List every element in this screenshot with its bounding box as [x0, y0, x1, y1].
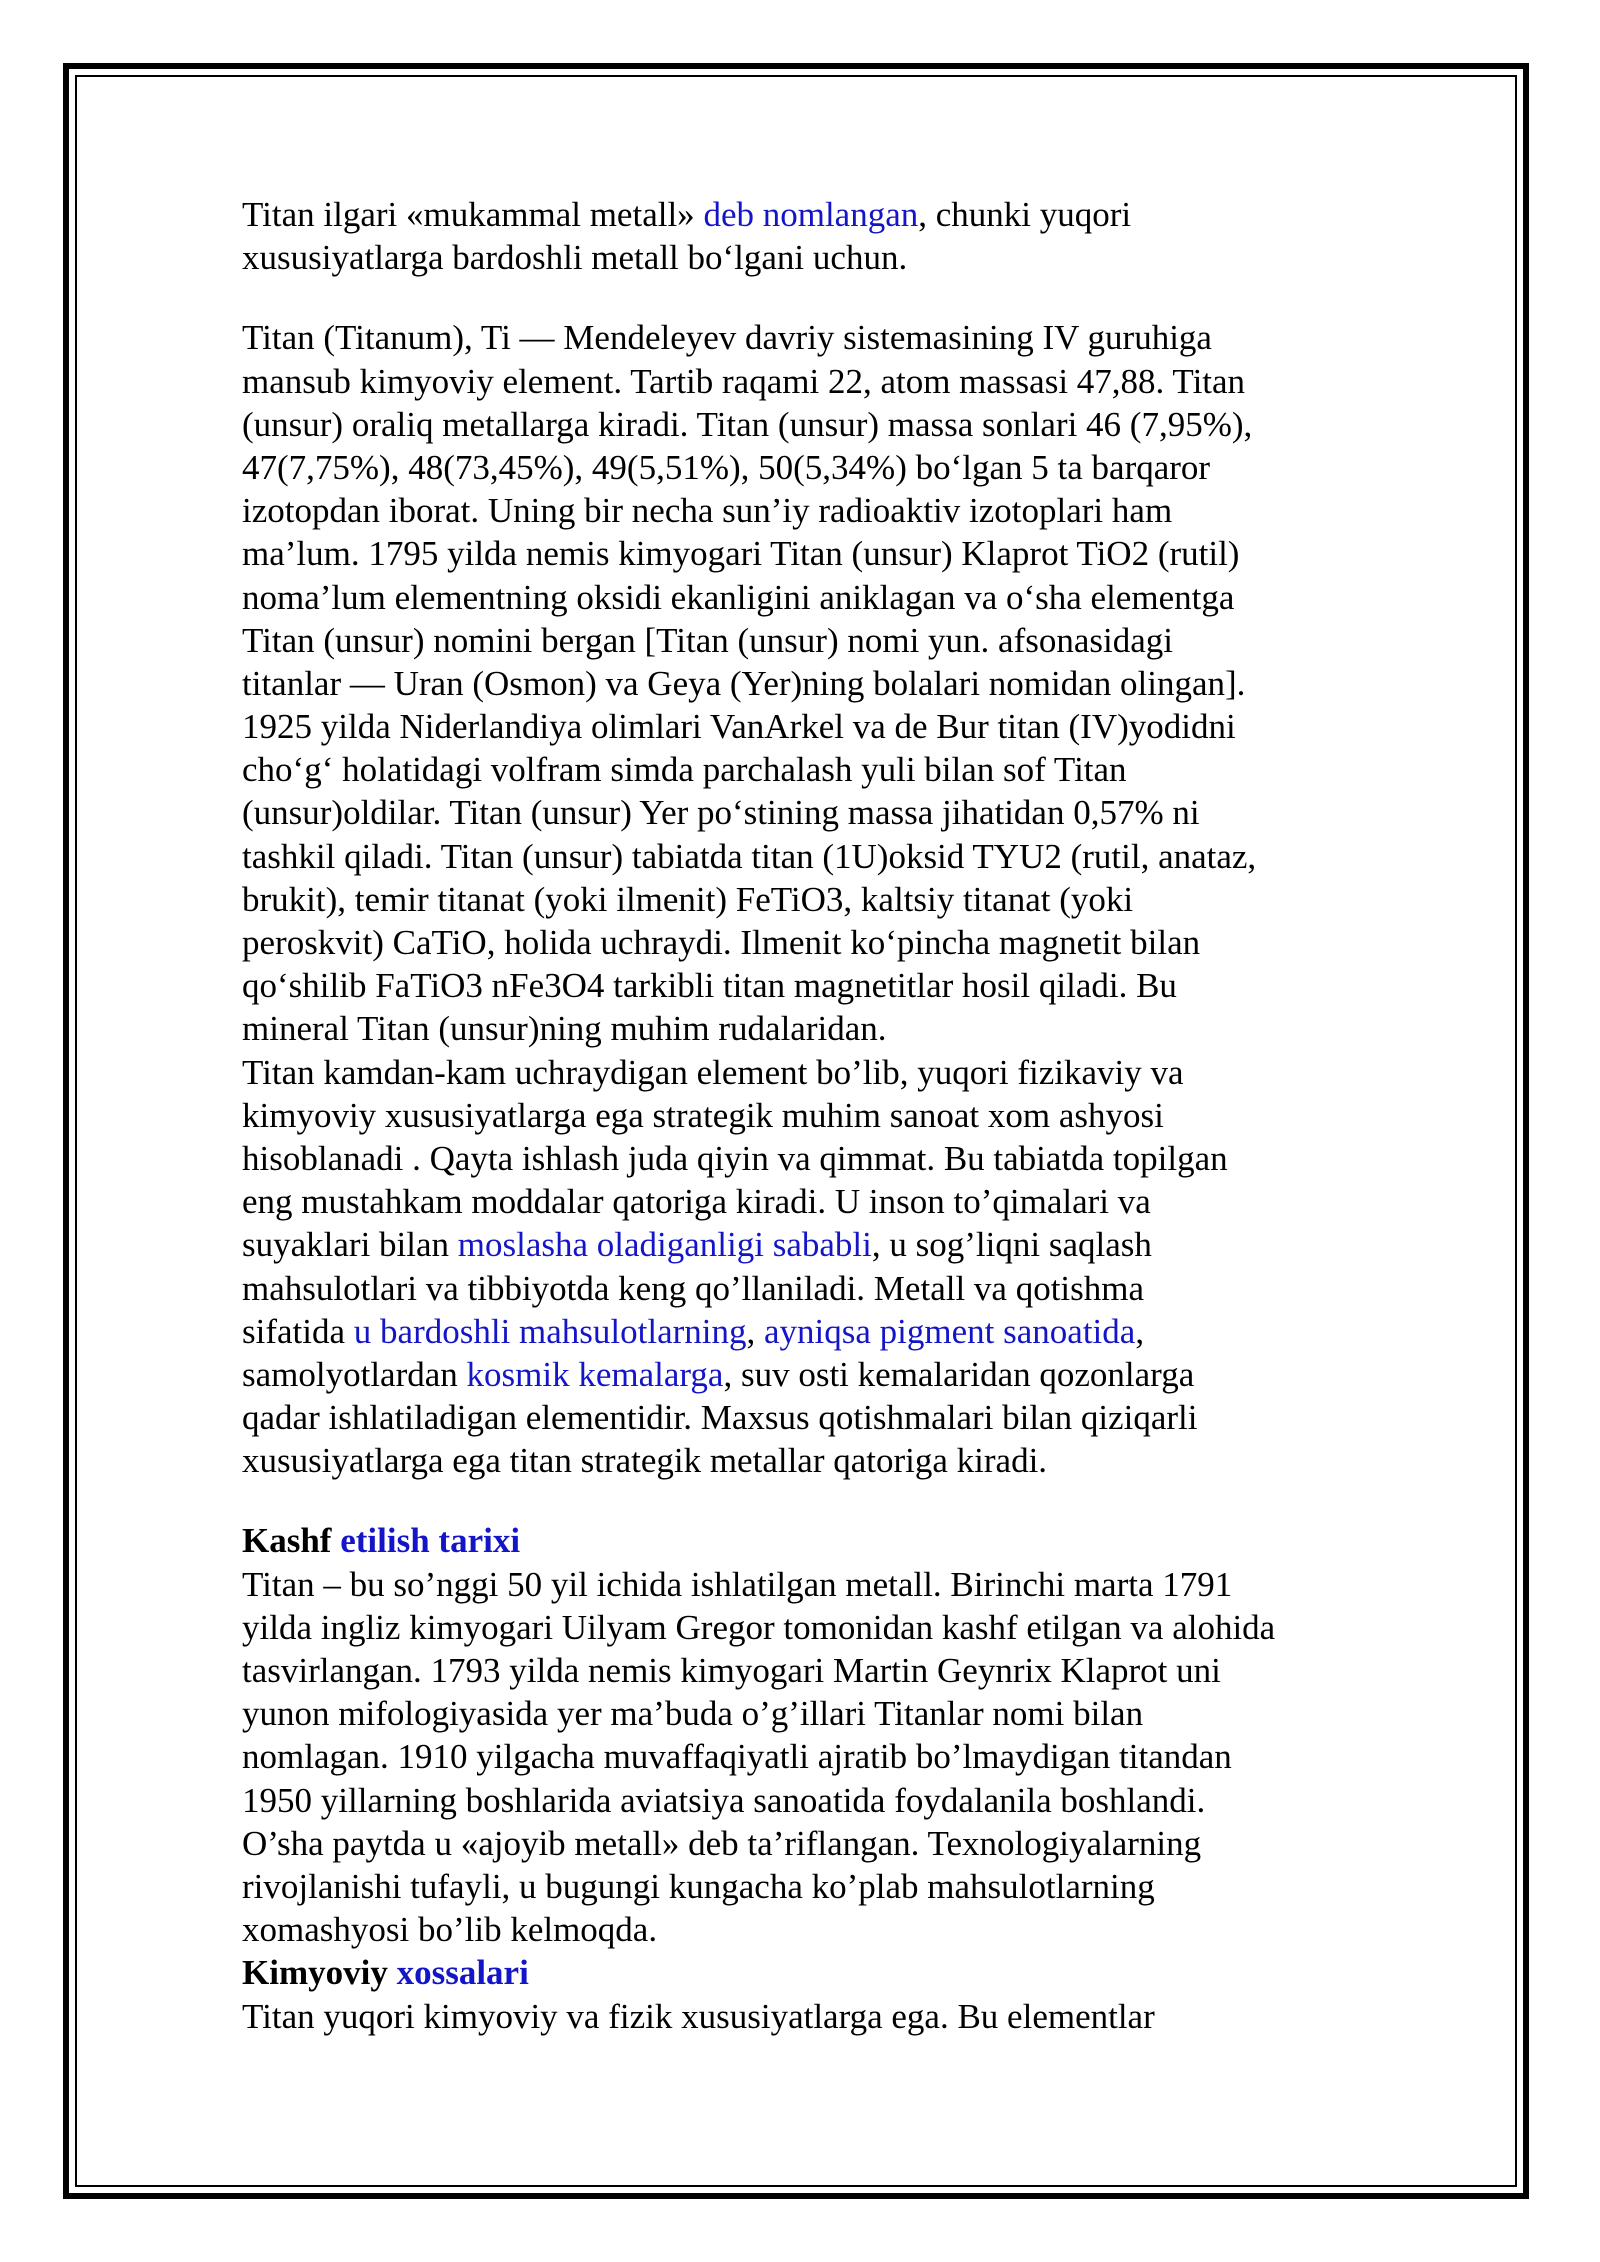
text-line: mahsulotlari va tibbiyotda keng qo’llaniladi. Metall va qotishma: [242, 1268, 1145, 1308]
text-run: suyaklari bilan: [242, 1225, 458, 1265]
text-line: Titan (unsur) nomini bergan [Titan (unsur) nomi yun. afsonasidagi: [242, 620, 1174, 660]
text-run: , u sog’liqni saqlash: [871, 1225, 1152, 1265]
text-line: izotopdan iborat. Uning bir necha sun’iy radioaktiv izotoplari ham: [242, 491, 1173, 531]
section-heading: [242, 1951, 1367, 1994]
text-run: , chunki yuqori: [918, 195, 1132, 234]
text-line: xomashyosi bo’lib kelmoqda.: [242, 1910, 658, 1950]
text-line: qo‘shilib FaTiO3 nFe3O4 tarkibli titan magnetitlar hosil qiladi. Bu: [242, 966, 1177, 1006]
section-chemical-properties: [242, 1951, 1367, 2037]
text-run: , suv osti kemalaridan qozonlarga: [723, 1354, 1195, 1394]
text-line: cho‘g‘ holatidagi volfram simda parchalash yuli bilan sof Titan: [242, 750, 1127, 790]
text-line: O’sha paytda u «ajoyib metall» deb ta’riflangan. Texnologiyalarning: [242, 1823, 1202, 1863]
text-line: nomlagan. 1910 yilgacha muvaffaqiyatli ajratib bo’lmaydigan titandan: [242, 1737, 1232, 1777]
heading-hyperlink[interactable]: etilish tarixi: [340, 1521, 521, 1561]
text-run: samolyotlardan: [242, 1354, 467, 1394]
text-line: 1950 yillarning boshlarida aviatsiya sanoatida foydalanila boshlandi.: [242, 1780, 1206, 1820]
text-line: titanlar — Uran (Osmon) va Geya (Yer)ning bolalari nomidan olingan].: [242, 663, 1246, 703]
paragraph-description: [242, 316, 1367, 1482]
text-run: sifatida: [242, 1311, 354, 1351]
paragraph-spacer: [242, 279, 1367, 316]
text-line: mineral Titan (unsur)ning muhim rudalaridan.: [242, 1009, 887, 1049]
text-line: [242, 193, 1367, 236]
text-line: brukit), temir titanat (yoki ilmenit) FeTiO3, kaltsiy titanat (yoki: [242, 879, 1134, 919]
text-run: ,: [1135, 1311, 1145, 1351]
text-line: yilda ingliz kimyogari Uilyam Gregor tomonidan kashf etilgan va alohida: [242, 1607, 1276, 1647]
text-line: tashkil qiladi. Titan (unsur) tabiatda titan (1U)oksid TYU2 (rutil, anataz,: [242, 836, 1257, 876]
text-line: rivojlanishi tufayli, u bugungi kungacha ko’plab mahsulotlarning: [242, 1866, 1155, 1906]
text-line: Titan yuqori kimyoviy va fizik xususiyatlarga ega. Bu elementlar: [242, 1996, 1155, 2036]
document-body: [242, 193, 1367, 2038]
text-line: xususiyatlarga bardoshli metall bo‘lgani uchun.: [242, 238, 908, 278]
hyperlink[interactable]: u bardoshli mahsulotlarning: [353, 1311, 747, 1351]
hyperlink[interactable]: deb nomlangan: [703, 195, 919, 234]
text-line: [242, 1310, 1367, 1353]
text-line: (unsur)oldilar. Titan (unsur) Yer po‘stining massa jihatidan 0,57% ni: [242, 793, 1200, 833]
heading-text: Kimyoviy: [242, 1953, 397, 1993]
text-line: eng mustahkam moddalar qatoriga kiradi. U inson to’qimalari va: [242, 1182, 1151, 1222]
text-line: kimyoviy xususiyatlarga ega strategik muhim sanoat xom ashyosi: [242, 1095, 1164, 1135]
hyperlink[interactable]: moslasha oladiganligi sababli: [457, 1225, 872, 1265]
text-line: peroskvit) CaTiO, holida uchraydi. Ilmenit ko‘pincha magnetit bilan: [242, 923, 1201, 962]
text-line: ma’lum. 1795 yilda nemis kimyogari Titan (unsur) Klaprot TiO2 (rutil): [242, 534, 1240, 574]
text-line: 1925 yilda Niderlandiya olimlari VanArkel va de Bur titan (IV)yodidni: [242, 707, 1236, 747]
text-line: hisoblanadi . Qayta ishlash juda qiyin va qimmat. Bu tabiatda topilgan: [242, 1138, 1228, 1178]
text-line: [242, 1223, 1367, 1266]
text-line: Titan – bu so’nggi 50 yil ichida ishlatilgan metall. Birinchi marta 1791: [242, 1564, 1233, 1604]
text-line: qadar ishlatiladigan elementidir. Maxsus qotishmalari bilan qiziqarli: [242, 1398, 1198, 1438]
text-line: yunon mifologiyasida yer ma’buda o’g’illari Titanlar nomi bilan: [242, 1694, 1144, 1734]
text-line: tasvirlangan. 1793 yilda nemis kimyogari Martin Geynrix Klaprot uni: [242, 1651, 1221, 1690]
paragraph-spacer: [242, 1482, 1367, 1519]
paragraph-intro: [242, 193, 1367, 279]
text-run: Titan ilgari «mukammal metall»: [242, 195, 704, 234]
text-line: mansub kimyoviy element. Tartib raqami 22, atom massasi 47,88. Titan: [242, 361, 1246, 401]
text-line: (unsur) oraliq metallarga kiradi. Titan (unsur) massa sonlari 46 (7,95%),: [242, 404, 1253, 444]
section-heading: [242, 1519, 1367, 1562]
text-line: [242, 1353, 1367, 1396]
text-line: noma’lum elementning oksidi ekanligini aniklagan va o‘sha elementga: [242, 577, 1235, 617]
text-line: Titan kamdan-kam uchraydigan element bo’lib, yuqori fizikaviy va: [242, 1052, 1184, 1092]
hyperlink[interactable]: kosmik kemalarga: [466, 1354, 724, 1394]
heading-text: Kashf: [242, 1521, 341, 1561]
text-run: ,: [746, 1311, 765, 1351]
text-line: xususiyatlarga ega titan strategik metallar qatoriga kiradi.: [242, 1441, 1048, 1481]
section-discovery-history: [242, 1519, 1367, 1951]
heading-hyperlink[interactable]: xossalari: [396, 1953, 529, 1993]
text-line: Titan (Titanum), Ti — Mendeleyev davriy sistemasining IV guruhiga: [242, 318, 1212, 358]
text-line: 47(7,75%), 48(73,45%), 49(5,51%), 50(5,34%) bo‘lgan 5 ta barqaror: [242, 447, 1211, 487]
hyperlink[interactable]: ayniqsa pigment sanoatida: [764, 1311, 1136, 1351]
